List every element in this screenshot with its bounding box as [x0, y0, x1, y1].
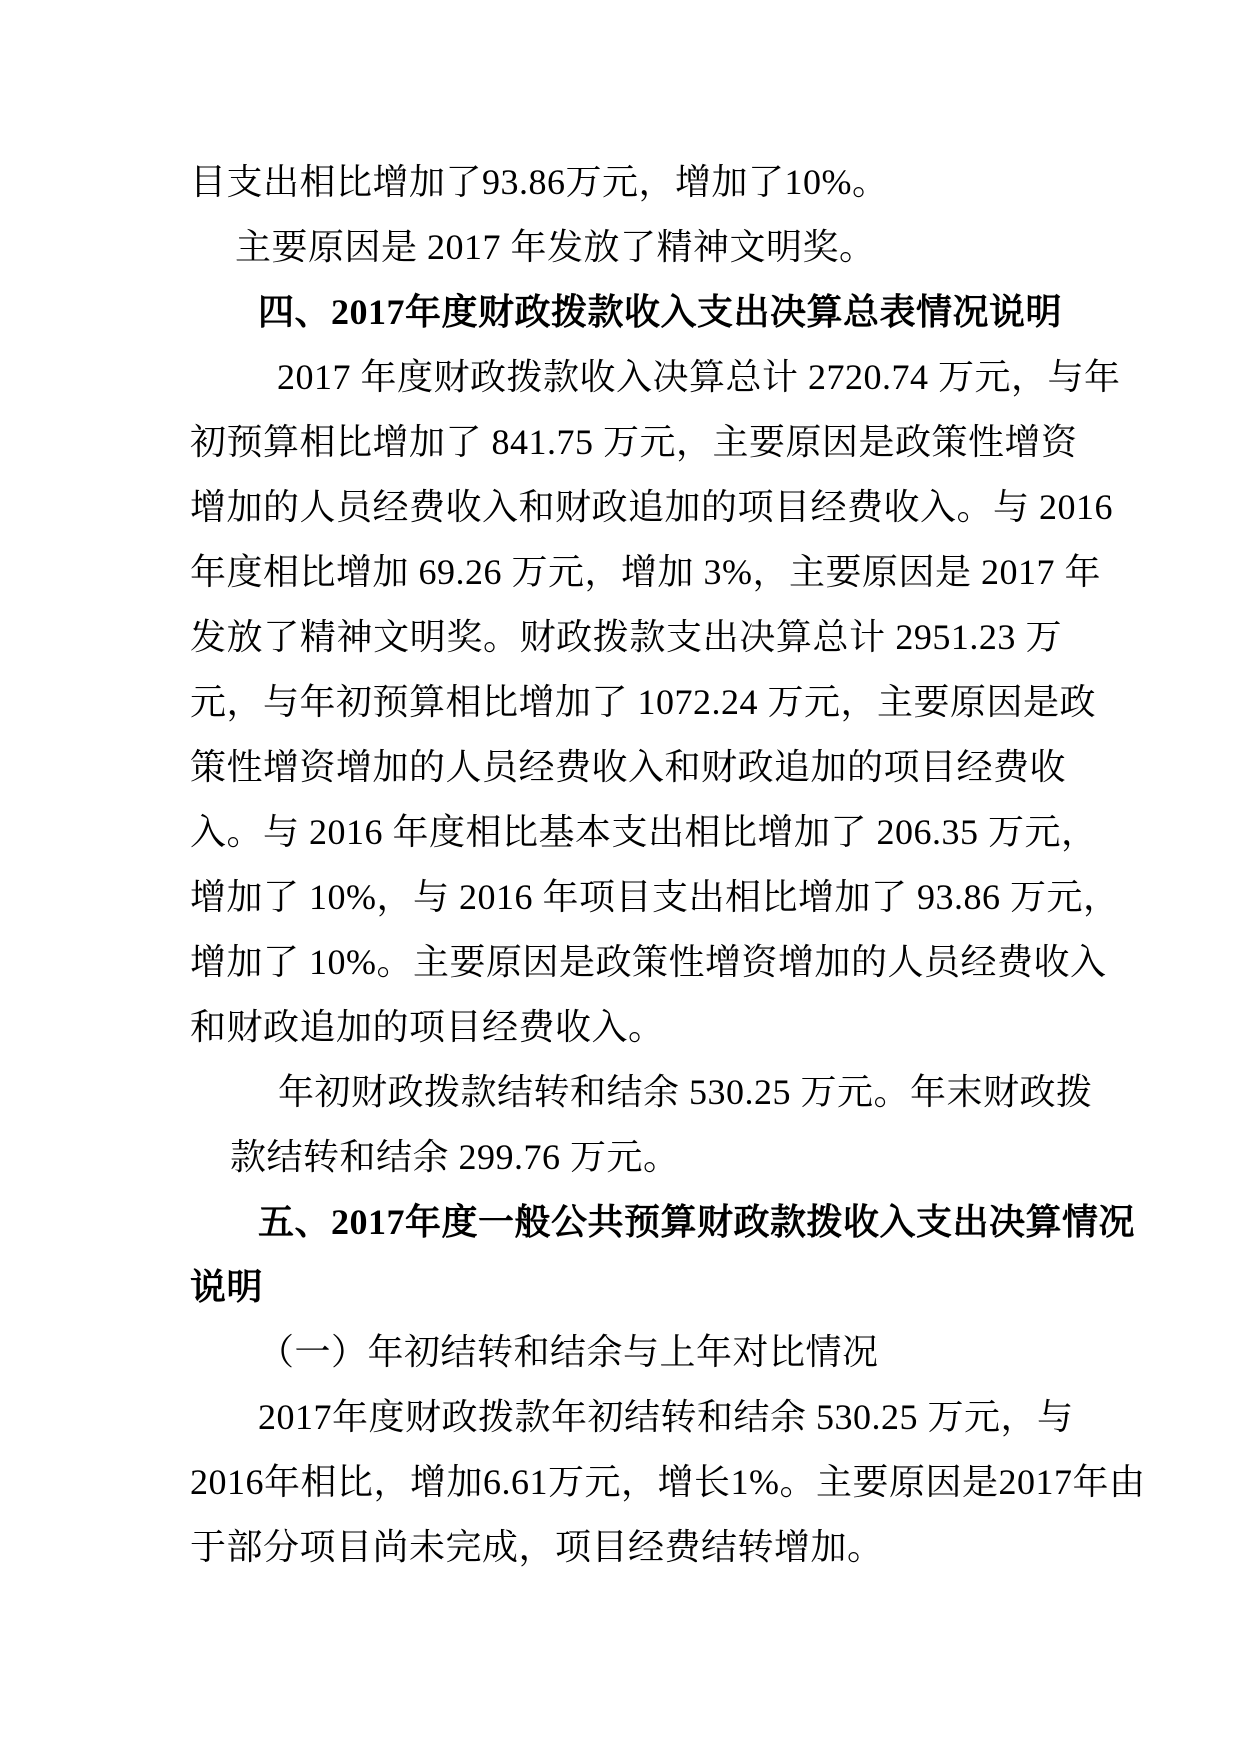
body-line: 款结转和结余 299.76 万元。 — [230, 1137, 680, 1177]
document-text-block — [190, 150, 1146, 1580]
body-line: 增加的人员经费收入和财政追加的项目经费收入。与 2016 — [190, 487, 1114, 527]
body-line: 2016年相比，增加6.61万元，增长1%。主要原因是2017年由 — [190, 1462, 1146, 1502]
body-line: 2017年度财政拨款年初结转和结余 530.25 万元，与 — [258, 1397, 1074, 1437]
body-line: 和财政追加的项目经费收入。 — [190, 1007, 665, 1047]
body-line: 增加了 10%，与 2016 年项目支出相比增加了 93.86 万元， — [190, 877, 1120, 917]
body-line: 年初财政拨款结转和结余 530.25 万元。年末财政拨 — [278, 1072, 1093, 1112]
body-line: 增加了 10%。主要原因是政策性增资增加的人员经费收入 — [190, 942, 1107, 982]
subsection-heading-one: （一）年初结转和结余与上年对比情况 — [258, 1332, 879, 1372]
body-line: 2017 年度财政拨款收入决算总计 2720.74 万元，与年 — [277, 357, 1121, 397]
body-line-page-continuation: 目支出相比增加了93.86万元，增加了10%。 — [190, 162, 889, 202]
section-heading-four: 四、2017年度财政拨款收入支出决算总表情况说明 — [258, 292, 1063, 332]
body-line: 年度相比增加 69.26 万元，增加 3%，主要原因是 2017 年 — [190, 552, 1101, 592]
body-line: 入。与 2016 年度相比基本支出相比增加了 206.35 万元， — [190, 812, 1098, 852]
section-heading-five-line1: 五、2017年度一般公共预算财政款拨收入支出决算情况 — [258, 1202, 1136, 1242]
body-line: 发放了精神文明奖。财政拨款支出决算总计 2951.23 万 — [190, 617, 1062, 657]
body-line: 元，与年初预算相比增加了 1072.24 万元，主要原因是政 — [190, 682, 1097, 722]
body-line: 初预算相比增加了 841.75 万元，主要原因是政策性增资 — [190, 422, 1078, 462]
body-line: 策性增资增加的人员经费收入和财政追加的项目经费收 — [190, 747, 1067, 787]
body-line: 于部分项目尚未完成，项目经费结转增加。 — [190, 1527, 884, 1567]
section-heading-five-line2: 说明 — [190, 1267, 264, 1307]
body-line: 主要原因是 2017 年发放了精神文明奖。 — [235, 227, 876, 267]
